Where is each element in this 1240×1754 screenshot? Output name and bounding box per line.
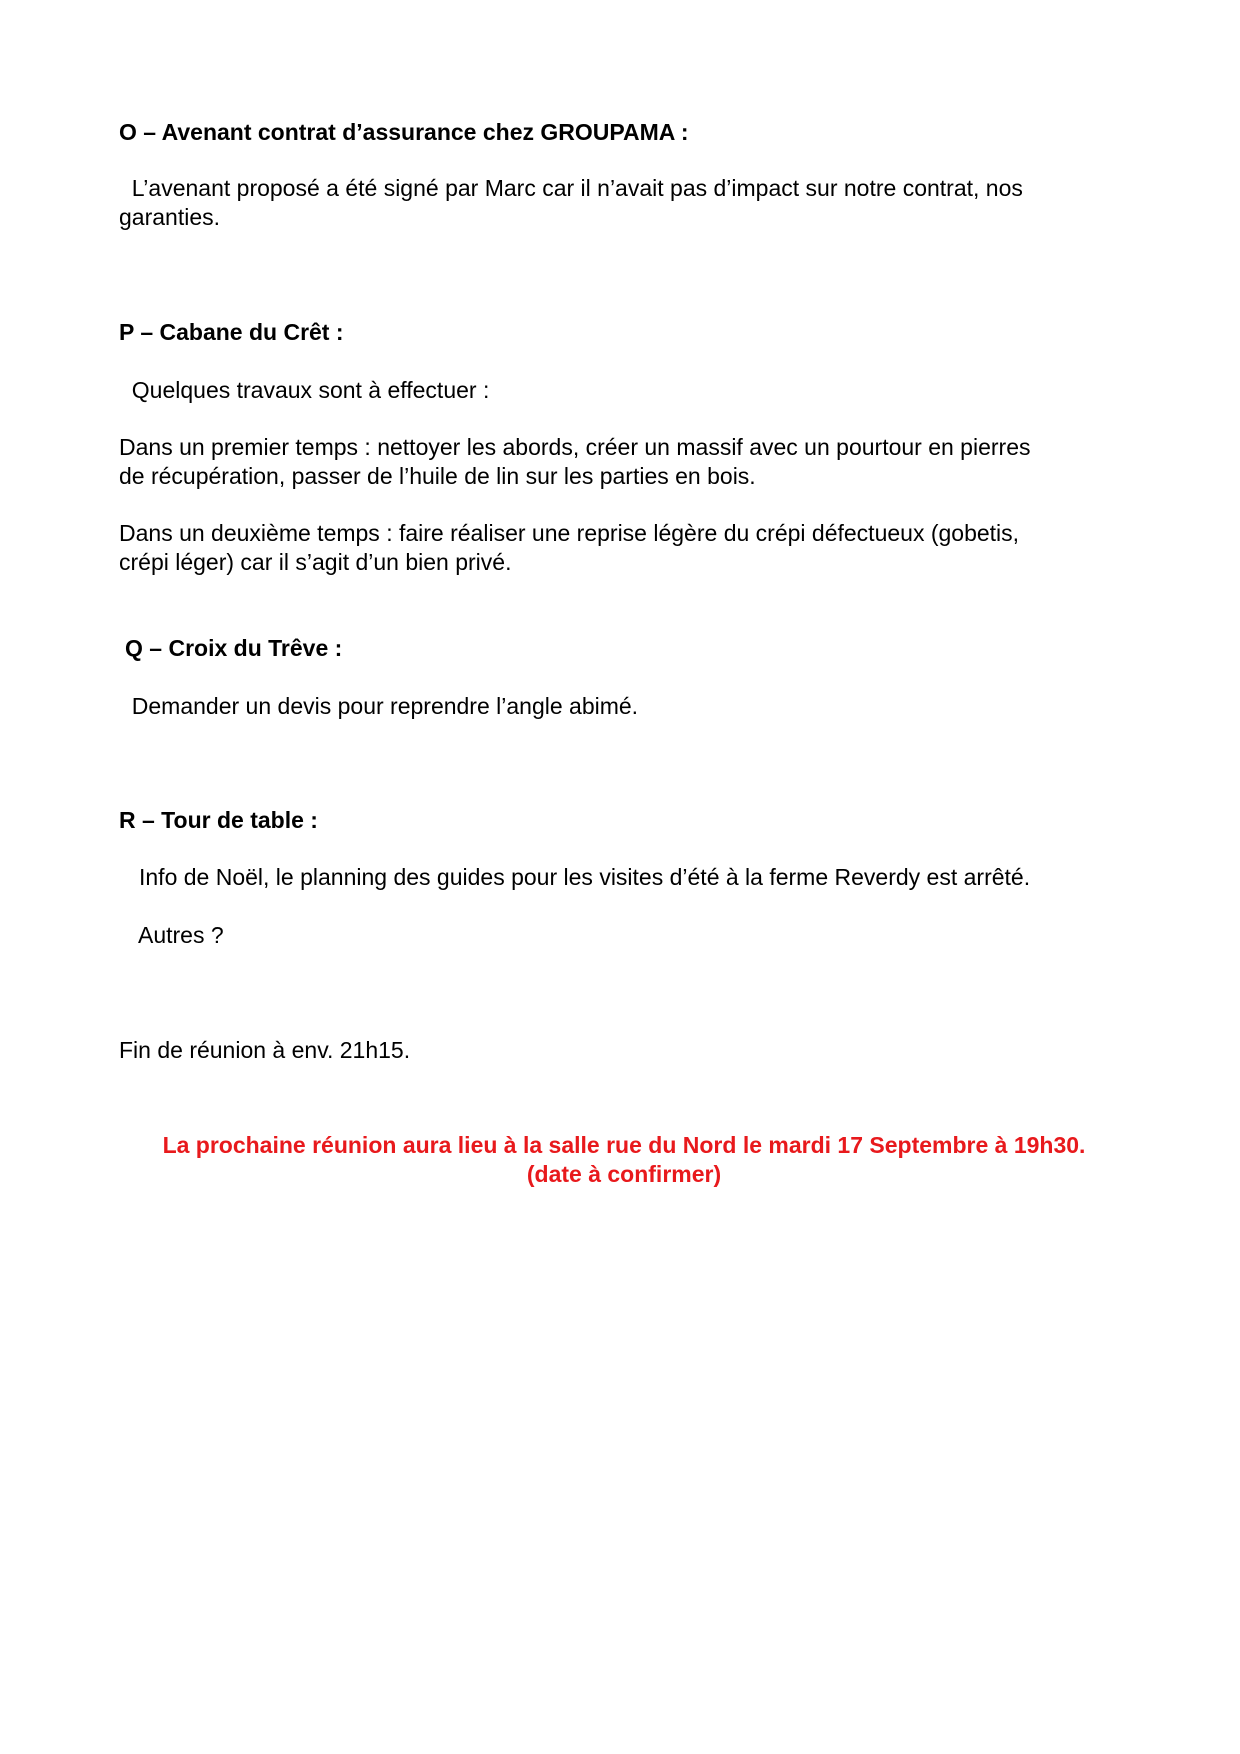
section-p-para1-line1: Dans un premier temps : nettoyer les abords, créer un massif avec un pourtour en pierres xyxy=(119,434,1031,460)
section-q-text: Demander un devis pour reprendre l’angle abimé. xyxy=(119,693,639,719)
section-p-intro: Quelques travaux sont à effectuer : xyxy=(119,377,490,403)
section-o-line-2: garanties. xyxy=(119,204,221,230)
section-p-para2-line1: Dans un deuxième temps : faire réaliser une reprise légère du crépi défectueux (gobetis, xyxy=(119,520,1020,546)
next-meeting-notice xyxy=(119,1131,1129,1189)
section-r-item-2: Autres ? xyxy=(138,922,224,948)
next-meeting-line-2: (date à confirmer) xyxy=(526,1161,722,1187)
section-o-heading: O – Avenant contrat d’assurance chez GROUPAMA : xyxy=(119,119,689,145)
section-o-line-1: L’avenant proposé a été signé par Marc car il n’avait pas d’impact sur notre contrat, nos xyxy=(119,175,1023,201)
next-meeting-line-1: La prochaine réunion aura lieu à la salle rue du Nord le mardi 17 Septembre à 19h30. xyxy=(162,1132,1086,1158)
section-q-heading: Q – Croix du Trêve : xyxy=(125,635,343,661)
section-r-item-1: Info de Noël, le planning des guides pour les visites d’été à la ferme Reverdy est arrêté. xyxy=(139,864,1031,890)
section-p-para2-line2: crépi léger) car il s’agit d’un bien privé. xyxy=(119,549,512,575)
meeting-end-text: Fin de réunion à env. 21h15. xyxy=(119,1037,411,1063)
section-p-para1-line2: de récupération, passer de l’huile de lin sur les parties en bois. xyxy=(119,463,756,489)
section-p-heading: P – Cabane du Crêt : xyxy=(119,319,344,345)
section-r-heading: R – Tour de table : xyxy=(119,807,318,833)
